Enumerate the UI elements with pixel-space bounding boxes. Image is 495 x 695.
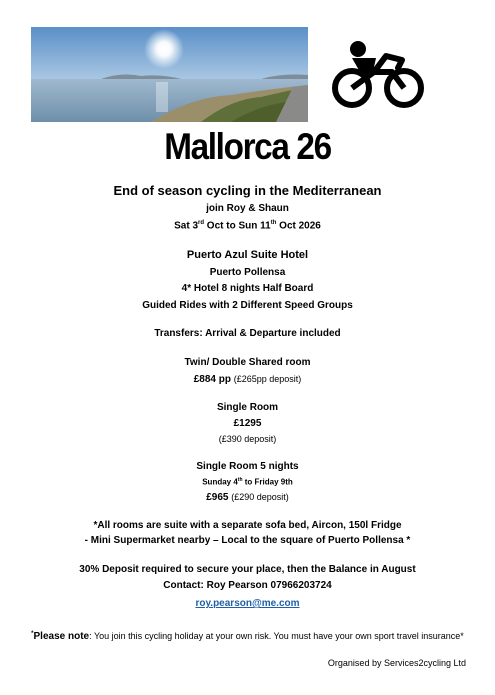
hotel-name: Puerto Azul Suite Hotel bbox=[186, 249, 309, 261]
amenities-line-2: - Mini Supermarket nearby – Local to the square of Puerto Pollensa * bbox=[84, 535, 411, 546]
single-5-nights-dates: Sunday 4th to Friday 9th bbox=[202, 477, 293, 487]
hosts: join Roy & Shaun bbox=[206, 203, 289, 214]
amenities-line-1: *All rooms are suite with a separate sofa bed, Aircon, 150l Fridge bbox=[93, 520, 402, 531]
hotel-rides: Guided Rides with 2 Different Speed Groups bbox=[142, 300, 353, 311]
trip-dates: Sat 3rd Oct to Sun 11th Oct 2026 bbox=[174, 220, 321, 232]
cyclist-logo-icon bbox=[330, 38, 428, 110]
contact: Contact: Roy Pearson 07966203724 bbox=[163, 580, 332, 591]
twin-room-price: £884 pp (£265pp deposit) bbox=[193, 374, 302, 385]
email-link-wrap bbox=[0, 598, 495, 609]
transfers: Transfers: Arrival & Departure included bbox=[154, 328, 341, 339]
please-note: *Please note: You join this cycling holiday at your own risk. You must have your own sport travel insurance* bbox=[31, 631, 464, 642]
organiser: Organised by Services2cycling Ltd bbox=[327, 658, 466, 668]
hotel-board: 4* Hotel 8 nights Half Board bbox=[181, 283, 314, 294]
deposit-info: 30% Deposit required to secure your place, then the Balance in August bbox=[79, 564, 416, 575]
single-room-deposit: (£390 deposit) bbox=[218, 434, 277, 444]
beach-photo bbox=[31, 27, 308, 122]
subtitle: End of season cycling in the Mediterranean bbox=[113, 183, 382, 198]
single-5-nights-label: Single Room 5 nights bbox=[196, 461, 299, 472]
twin-room-label: Twin/ Double Shared room bbox=[184, 357, 311, 368]
email-link[interactable]: roy.pearson@me.com bbox=[195, 598, 300, 609]
single-room-price: £1295 bbox=[233, 418, 262, 429]
single-5-nights-price: £965 (£290 deposit) bbox=[206, 492, 289, 503]
hotel-location: Puerto Pollensa bbox=[209, 267, 286, 278]
page-title: Mallorca 26 bbox=[164, 126, 331, 167]
single-room-label: Single Room bbox=[216, 402, 279, 413]
